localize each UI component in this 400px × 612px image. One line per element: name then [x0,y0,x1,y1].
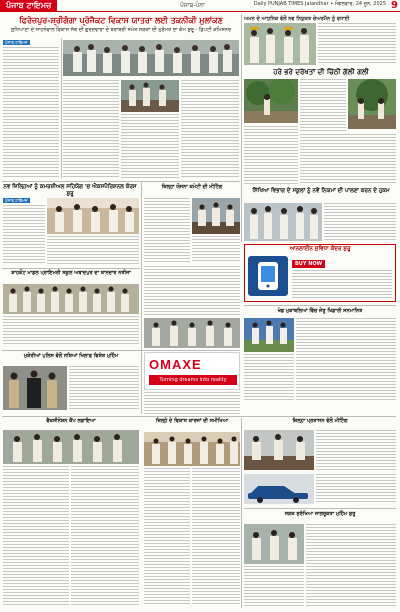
newspaper-logo: ਪੰਜਾਬ ਟਾਇਮਜ਼ [0,0,57,11]
bottom-right-headline: ਸੜਕ ਸੁਰੱਖਿਆ ਜਾਗਰੂਕਤਾ ਮੁਹਿੰਮ ਸ਼ੁਰੂ [284,511,356,517]
sports-photo [244,318,294,352]
bottom-center-headline: ਜ਼ਿਲ੍ਹਾ ਪ੍ਰਸ਼ਾਸਨ ਵੱਲੋਂ ਮੀਟਿੰਗ [292,418,348,424]
mid-right-headline: ਸਿੱਖਿਆ ਵਿਭਾਗ ਦੇ ਸਕੂਲਾਂ ਨੂੰ ਨਵੇਂ ਨਿਯਮਾਂ ਦੀ ਪਾਲਣਾ ਕਰਨ ਦੇ ਹੁਕਮ [252,188,390,194]
paper-tag: ਪੰਜਾਬ ਟਾਇਮਜ਼ [5,198,28,203]
bottom-left-headline: ਵੈਕਸੀਨੇਸ਼ਨ ਕੈਂਪ ਲਗਾਇਆ [46,418,96,424]
omaxe-brand: OMAXE [149,357,202,372]
body-text [300,79,346,131]
mid-center-headline: ਜ਼ਿਲ੍ਹਾ ਯੋਜਨਾ ਕਮੇਟੀ ਦੀ ਮੀਟਿੰਗ [161,184,223,190]
body-text [244,126,298,184]
masthead [0,0,400,12]
lead-subhead: ਲੁਧਿਆਣਾ ਦੇ ਸਾਹਨੇਵਾਲ ਵਿਕਾਸ ਸੱਥ ਦੀ ਗੁਰਦਵਾਰਾ ਦੇ ਬਰਾਬਰੀ ਸਮੇਤ ਸੜਕਾਂ ਦੀ ਮੁਰੰਮਤ ਦਾ ਕੰਮ ਸ਼ੁਰੂ - ਡਿਪਟੀ ਕਮਿਸ਼ਨਰ [10,27,232,33]
body-text [69,366,139,410]
column-rule [241,14,242,242]
omaxe-tagline: Turning dreams into reality [149,375,237,385]
section-rule [244,305,396,306]
lower-left-headline: ਮੁਕੇਰੀਆਂ ਪੁਲਿਸ ਵੱਲੋਂ ਨਸ਼ਿਆਂ ਖਿਲਾਫ ਵਿਸ਼ੇਸ਼ ਮੁਹਿੰਮ [23,353,119,359]
section-rule [2,416,396,417]
column-rule [61,38,62,178]
body-text [318,23,396,65]
camp-photo [3,430,139,464]
body-text [192,468,240,606]
mid-left-headline: ਨਵ ਜ਼ਿਲ੍ਹਿਆਂ ਨੂੰ ਕਮਰਸ਼ੀਅਲ ਸਹਿਯੋਗ 'ਚ ਐਕਸਪੈਰਿਸ਼ਨਲ ਕੋਰਸ ਸ਼ੁਰੂ [3,184,137,197]
top-right-teaser: ਅਮਨ ਦੇ ਆਧੁਨਿਕ ਵੱਲੋਂ ਨਵ ਨਿਯੁਕਤ ਚੇਅਰਮੈਨ ਨੂੰ ਵਧਾਈ [244,16,350,22]
tree-photo [348,79,396,129]
meeting-photo [244,430,314,470]
tree-photo [244,79,298,123]
body-text [63,80,119,178]
classroom-photo [47,198,139,234]
body-text [144,468,190,606]
story-photo [244,203,322,241]
body-text [306,524,396,606]
body-text [3,316,139,346]
story-photo [121,80,179,112]
body-text [316,430,396,470]
column-rule [241,418,242,608]
body-text [181,80,239,178]
event-photo [144,432,240,466]
center-ad-headline: ਆਨਲਾਈਨ ਸੁਵਿਧਾ ਕੇਂਦਰ ਸ਼ੁਰੂ [289,246,351,252]
body-text [47,236,139,265]
section-rule [2,350,240,351]
car-photo [244,474,314,504]
body-text [71,466,139,606]
buy-now-button[interactable]: BUY NOW [292,260,325,268]
body-text [316,474,396,504]
page-number: 9 [391,0,398,11]
lead-headline: ਫਿਰੋਜ਼ਪੁਰ-ਸ਼੍ਰੀਗੰਗਾ ਪ੍ਰੋਜੈਕਟ ਵਿਕਾਸ ਯਾਤਰਾ ਲਈ ਤਕਨੀਕੀ ਮੁਲਾਂਕਣ [19,15,223,25]
lower-center-headline: ਜ਼ਿਲ੍ਹੇ ਦੇ ਵਿਕਾਸ ਕਾਰਜਾਂ ਦੀ ਸਮੀਖਿਆ [155,418,229,424]
omaxe-ad[interactable] [144,352,240,390]
body-text [3,47,59,177]
top-right-headline: ਹਰੇ ਭਰੇ ਦਰੱਖਤਾਂ ਦੀ ਚਿੱਠੀ ਗੱਲੀ ਗਲੀ [273,67,369,76]
body-text [292,270,392,298]
body-text [144,266,240,316]
body-text [296,318,396,400]
section-rule [2,268,140,269]
body-text [144,198,190,262]
paper-tag: ਪੰਜਾਬ ਟਾਇਮਜ਼ [5,40,28,45]
group-photo [3,284,139,314]
body-text [3,205,45,265]
body-text [3,466,69,606]
body-text [324,203,396,241]
meeting-photo [192,198,240,234]
lower-right-headline: ਖੇਡ ਮੁਕਾਬਲਿਆਂ ਵਿੱਚ ਜੇਤੂ ਖਿਡਾਰੀ ਸਨਮਾਨਿਤ [277,308,363,314]
body-text [244,566,304,606]
story-photo [244,23,316,65]
section-title: ਪੰਜਾਬ-ਪੰਨਾ [180,2,205,9]
column-rule [141,182,142,414]
body-text [144,392,240,414]
lead-photo [63,40,239,76]
section-rule [244,508,396,509]
body-text [121,114,179,178]
body-text [244,354,294,400]
awareness-photo [244,524,304,564]
mid-left-headline-2: ਸ਼ਾਹਕੋਟ ਮਾਡਲ ਪ੍ਰਾਇਮਰੀ ਸਕੂਲ ਅਬਾਦਪੁਰ ਦਾ ਸ਼ਾਨਦਾਰ ਨਤੀਜਾ [11,270,131,276]
edition-line: Daily PUNJAB TIMES Jalandhar • ਮੰਗਲਵਾਰ, 24 ਜੂਨ, 2025 [253,1,386,7]
section-rule [2,181,240,182]
body-text [192,236,240,262]
story-photo [144,318,240,348]
app-ad-graphic[interactable] [248,256,288,296]
body-text [300,134,396,184]
police-photo [3,366,67,410]
